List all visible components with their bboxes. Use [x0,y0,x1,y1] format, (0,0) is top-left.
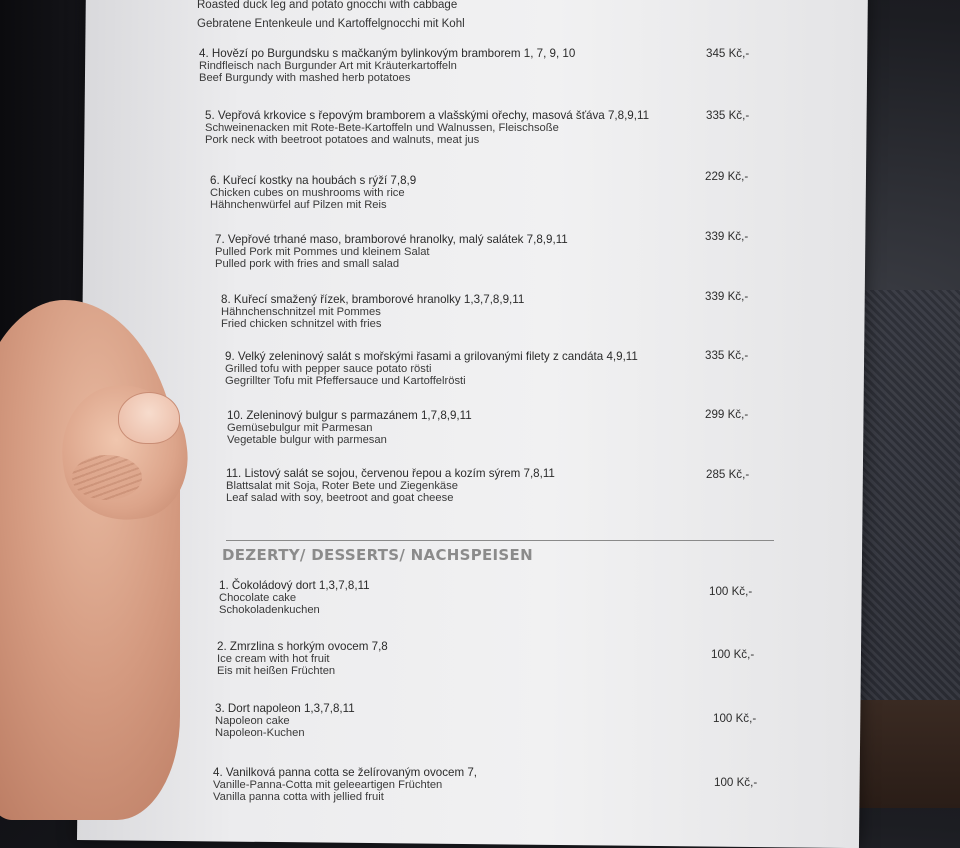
menu-item [205,109,765,146]
section-divider [226,540,774,541]
item-name-english: Beef Burgundy with mashed herb potatoes [199,72,411,84]
item-name-german: Grilled tofu with pepper sauce potato rösti [225,363,432,375]
item-name-czech: 11. Listový salát se sojou, červenou řepou a kozím sýrem 7,8,11 [226,467,555,480]
item-name-english: Pork neck with beetroot potatoes and walnuts, meat jus [205,134,480,146]
dessert-item [217,640,777,677]
item-price: 100 Kč,- [714,776,758,789]
menu-item [215,233,775,270]
item-name-german: Blattsalat mit Soja, Roter Bete und Ziegenkäse [226,480,458,492]
item-price: 339 Kč,- [705,230,749,243]
item-price: 285 Kč,- [706,468,750,481]
item-name-german: Vanilla panna cotta with jellied fruit [213,791,384,803]
item-name-czech: 10. Zeleninový bulgur s parmazánem 1,7,8,9,11 [227,409,472,422]
top-item-german: Gebratene Entenkeule und Kartoffelgnocchi mit Kohl [197,18,465,30]
dessert-item [215,702,775,739]
menu-item [225,350,785,387]
desserts-heading: DEZERTY/ DESSERTS/ NACHSPEISEN [222,546,533,564]
item-name-german: Eis mit heißen Früchten [217,665,336,677]
item-price: 339 Kč,- [705,290,749,303]
item-name-czech: 3. Dort napoleon 1,3,7,8,11 [215,702,355,715]
item-name-german: Pulled Pork mit Pommes und kleinem Salat [215,246,430,258]
top-item-english: Roasted duck leg and potato gnocchi with cabbage [197,0,458,11]
menu-item [226,467,786,504]
item-price: 335 Kč,- [705,349,749,362]
menu-item [210,174,770,211]
hand [0,300,180,820]
item-name-english: Vegetable bulgur with parmesan [227,434,387,446]
item-name-czech: 5. Vepřová krkovice s řepovým bramborem a vlašskými ořechy, masová šťáva 7,8,9,11 [205,109,650,122]
thumbnail [118,392,180,444]
item-price: 345 Kč,- [706,47,750,60]
menu-item [221,293,781,330]
item-name-german: Schokoladenkuchen [219,604,320,616]
item-name-english: Gegrillter Tofu mit Pfeffersauce und Kartoffelrösti [225,375,466,387]
item-name-english: Napoleon cake [215,715,290,727]
item-name-czech: 4. Hovězí po Burgundsku s mačkaným bylinkovým bramborem 1, 7, 9, 10 [199,47,576,60]
item-name-czech: 7. Vepřové trhané maso, bramborové hranolky, malý salátek 7,8,9,11 [215,233,568,246]
item-name-german: Napoleon-Kuchen [215,727,305,739]
item-name-english: Hähnchenwürfel auf Pilzen mit Reis [210,199,387,211]
item-name-english: Chocolate cake [219,592,297,604]
item-name-german: Rindfleisch nach Burgunder Art mit Kräuterkartoffeln [199,60,457,72]
item-name-czech: 8. Kuřecí smažený řízek, bramborové hranolky 1,3,7,8,9,11 [221,293,525,306]
item-name-english: Fried chicken schnitzel with fries [221,318,382,330]
item-name-czech: 1. Čokoládový dort 1,3,7,8,11 [219,579,370,592]
item-name-czech: 6. Kuřecí kostky na houbách s rýží 7,8,9 [210,174,417,187]
dessert-item [219,579,779,616]
item-name-english: Vanille-Panna-Cotta mit geleeartigen Früchten [213,779,443,791]
item-name-czech: 2. Zmrzlina s horkým ovocem 7,8 [217,640,388,653]
menu-item [227,409,787,446]
item-name-german: Chicken cubes on mushrooms with rice [210,187,405,199]
item-name-german: Gemüsebulgur mit Parmesan [227,422,373,434]
item-name-german: Schweinenacken mit Rote-Bete-Kartoffeln und Walnussen, Fleischsoße [205,122,559,134]
item-price: 100 Kč,- [709,585,753,598]
item-price: 299 Kč,- [705,408,749,421]
item-price: 100 Kč,- [711,648,755,661]
menu-item [199,47,759,84]
dessert-item [213,766,773,803]
item-name-english: Ice cream with hot fruit [217,653,330,665]
item-price: 229 Kč,- [705,170,749,183]
item-price: 335 Kč,- [706,109,750,122]
item-name-czech: 9. Velký zeleninový salát s mořskými řasami a grilovanými filety z candáta 4,9,11 [225,350,638,363]
item-name-english: Leaf salad with soy, beetroot and goat cheese [226,492,454,504]
item-name-german: Hähnchenschnitzel mit Pommes [221,306,381,318]
item-name-czech: 4. Vanilková panna cotta se želírovaným ovocem 7, [213,766,478,779]
item-name-english: Pulled pork with fries and small salad [215,258,400,270]
item-price: 100 Kč,- [713,712,757,725]
thumb-knuckle [72,455,142,500]
